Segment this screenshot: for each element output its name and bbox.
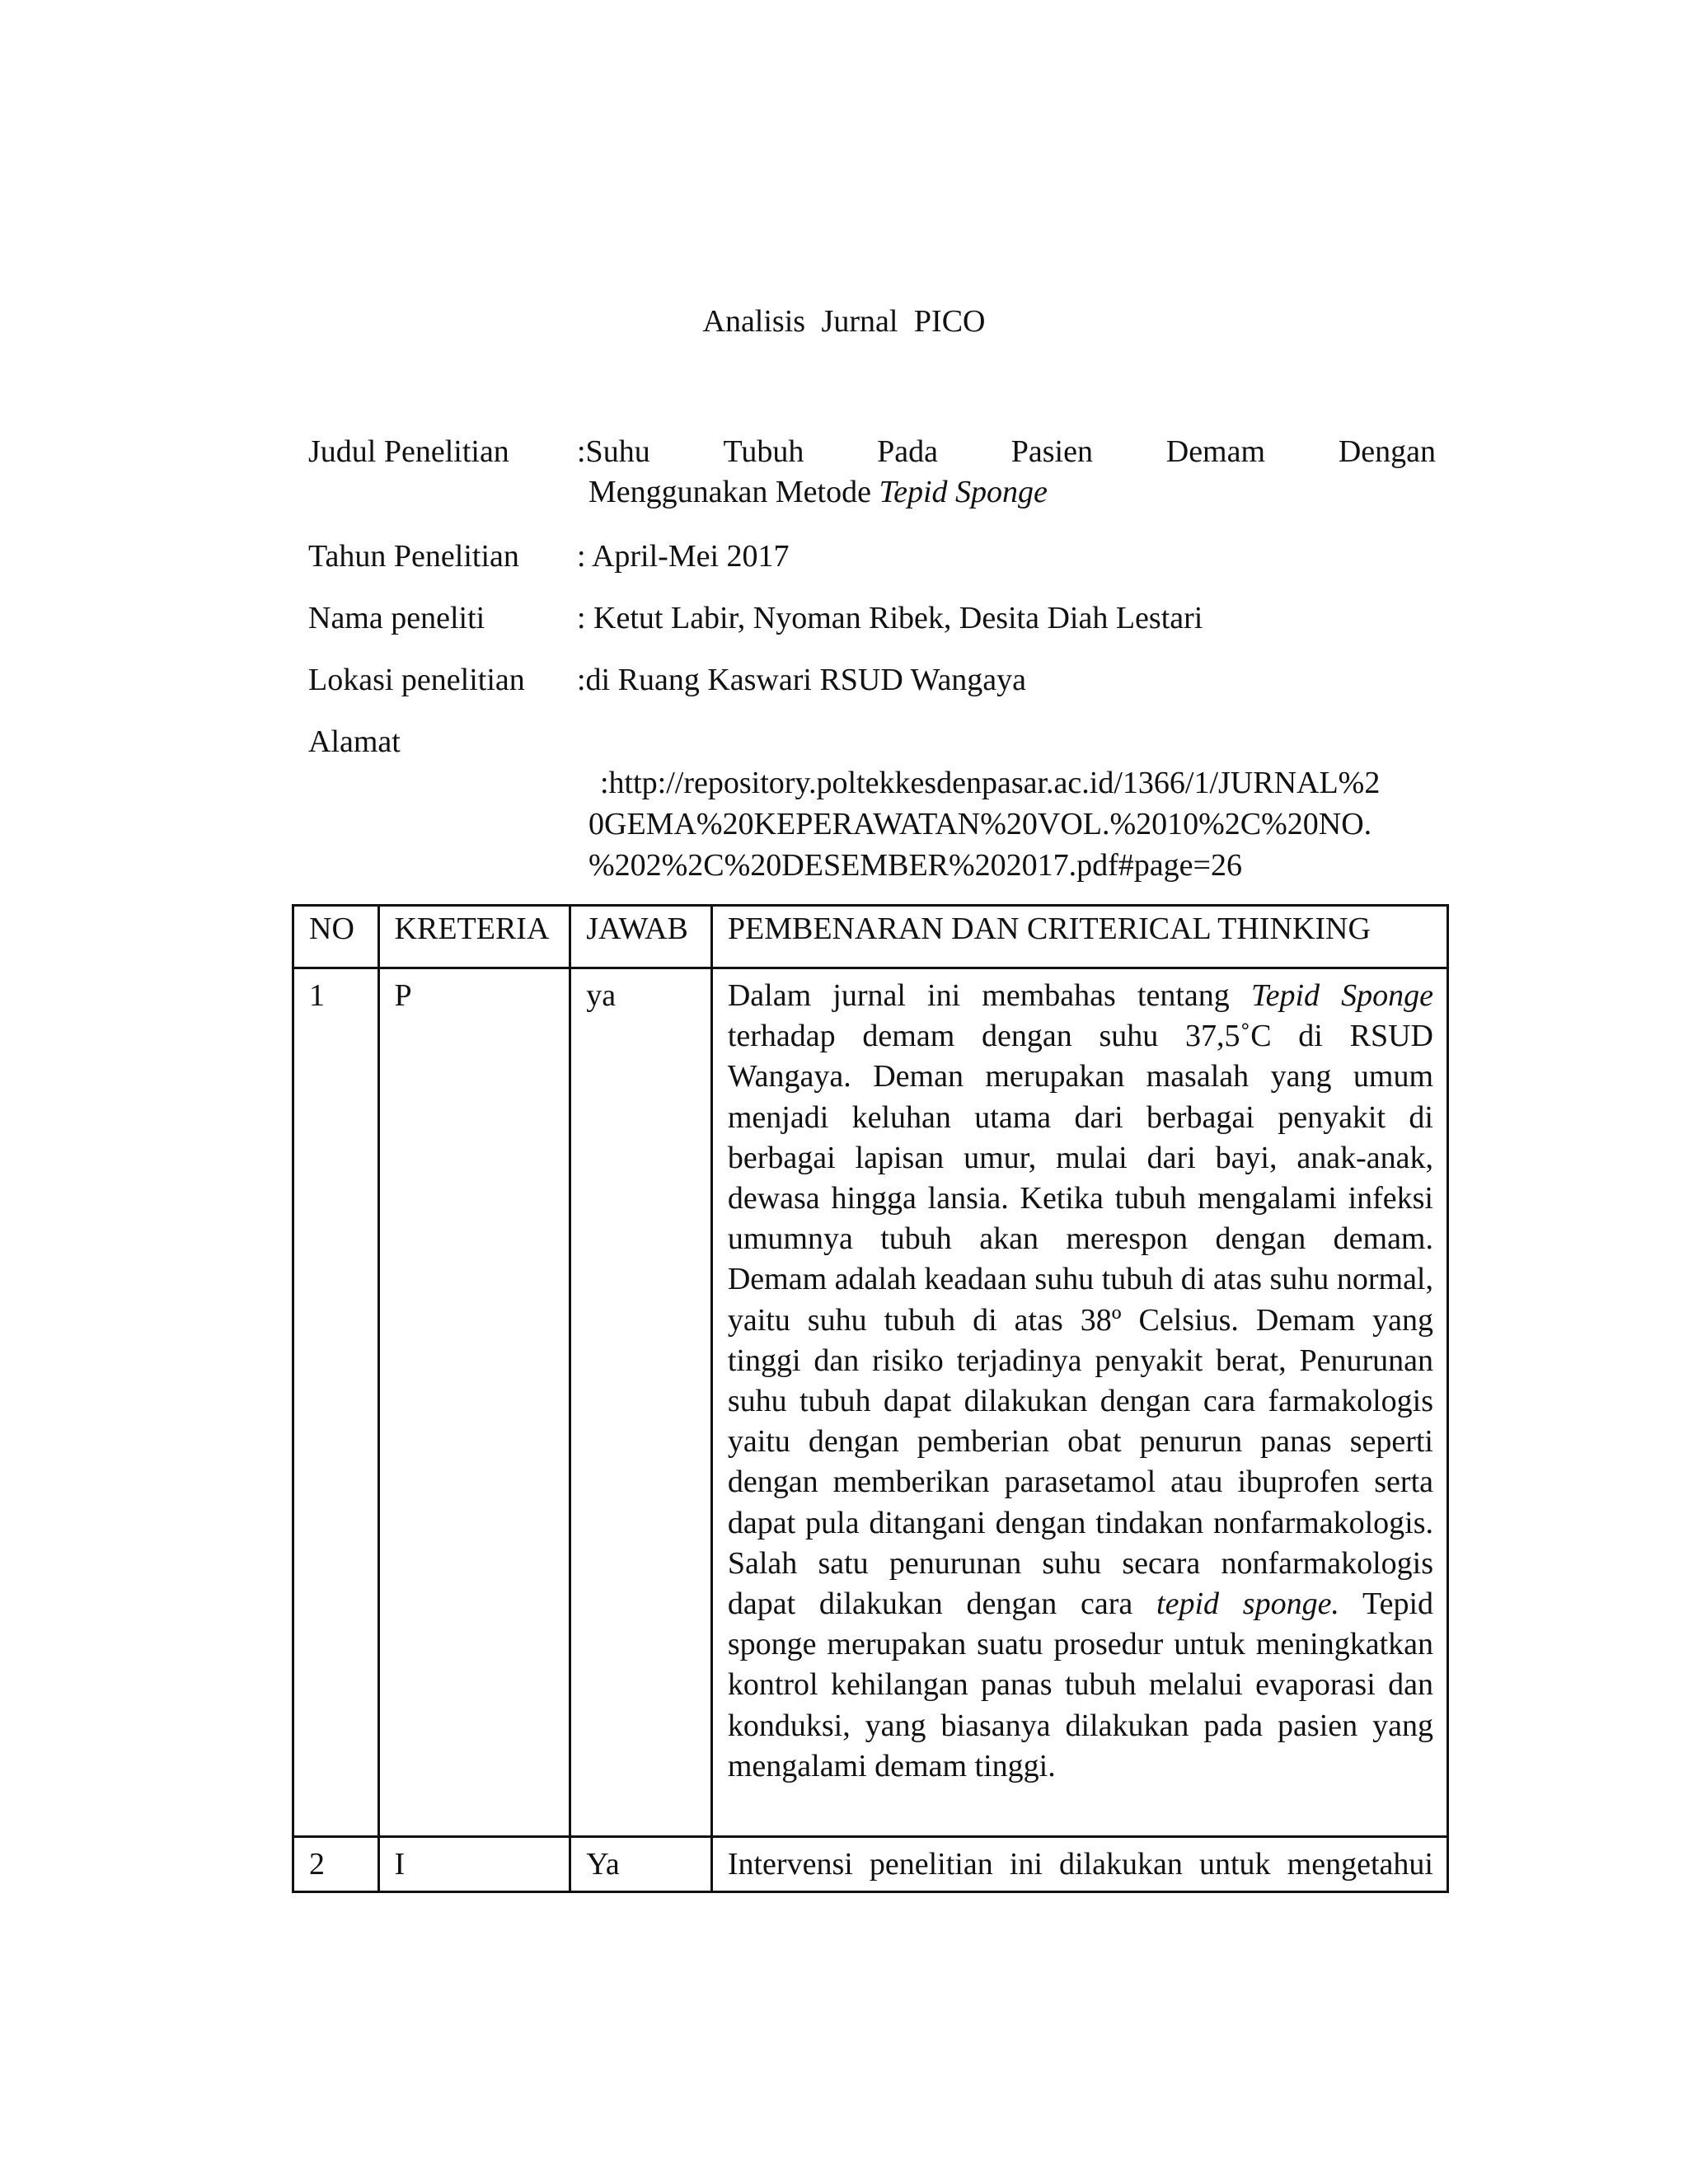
row-kriteria-cell	[378, 968, 570, 1837]
row-jawab: ya	[586, 978, 617, 1013]
nama-label: Nama peneliti	[308, 601, 485, 635]
header-pembenaran-text: PEMBENARAN DAN CRITERICAL THINKING	[727, 912, 1371, 946]
pembenaran-word: dilakukan	[1059, 1847, 1183, 1882]
judul-line2-text: Menggunakan Metode	[588, 475, 879, 509]
pembenaran-text: Dalam jurnal ini membahas tentang	[727, 978, 1251, 1013]
judul-word: Pada	[877, 434, 938, 469]
alamat-url-line: 0GEMA%20KEPERAWATAN%20VOL.%2010%2C%20NO.	[588, 807, 1372, 841]
pembenaran-word: mengetahui	[1287, 1847, 1433, 1882]
pembenaran-word: penelitian	[869, 1847, 993, 1882]
header-jawab	[570, 906, 712, 968]
row-no: 1	[309, 978, 325, 1013]
row-kriteria-cell	[378, 1837, 570, 1892]
judul-word: Tubuh	[723, 434, 804, 469]
row-pembenaran-cell	[711, 968, 1447, 1837]
document-title: Analisis Jurnal PICO	[702, 304, 986, 339]
row-pembenaran	[713, 1844, 1447, 1885]
lokasi-value: :di Ruang Kaswari RSUD Wangaya	[577, 663, 1027, 697]
row-no-cell	[293, 1837, 379, 1892]
judul-word: Dengan	[1338, 434, 1436, 469]
nama-value: : Ketut Labir, Nyoman Ribek, Desita Diah Lestari	[577, 601, 1203, 635]
row-jawab-cell	[570, 1837, 712, 1892]
judul-value-line2	[588, 471, 1048, 513]
pembenaran-text: Tepid sponge merupakan suatu prosedur untuk meningkatkan kontrol kehilangan panas tubuh melalui evaporasi dan konduksi, yang biasanya dilakukan pada pasien yang mengalami demam tinggi.	[727, 1586, 1433, 1783]
row-kriteria: I	[394, 1847, 406, 1882]
alamat-url-line: :http://repository.poltekkesdenpasar.ac.id/1366/1/JURNAL%2	[600, 766, 1381, 800]
judul-word: :Suhu	[577, 434, 650, 469]
row-jawab: Ya	[586, 1847, 620, 1882]
judul-word: Pasien	[1010, 434, 1093, 469]
header-kriteria-text: KRETERIA	[394, 912, 550, 946]
alamat-label: Alamat	[308, 724, 401, 759]
header-jawab-text: JAWAB	[586, 912, 688, 946]
table-row	[293, 968, 1448, 1837]
alamat-url	[588, 762, 1446, 886]
table-row	[293, 1837, 1448, 1892]
pembenaran-word: ini	[1009, 1847, 1043, 1882]
header-pembenaran	[711, 906, 1447, 968]
alamat-url-line: %202%2C%20DESEMBER%202017.pdf#page=26	[588, 848, 1242, 883]
pembenaran-word: untuk	[1199, 1847, 1271, 1882]
header-no	[293, 906, 379, 968]
table-header-row	[293, 906, 1448, 968]
row-no: 2	[309, 1847, 325, 1882]
tahun-value: : April-Mei 2017	[577, 539, 790, 574]
tahun-label: Tahun Penelitian	[308, 539, 519, 574]
header-no-text: NO	[309, 912, 354, 946]
pembenaran-text: terhadap demam dengan suhu 37,5˚C di RSUD Wangaya. Deman merupakan masalah yang umum menjadi keluhan utama dari berbagai penyakit di berbagai lapisan umur, mulai dari bayi, anak-anak, dewasa hingga lansia. Ketika tubuh mengalami infeksi umumnya tubuh akan merespon dengan demam. Demam adalah keadaan suhu tubuh di atas suhu normal, yaitu suhu tubuh di atas 38º Celsius. Demam yang tinggi dan risiko terjadinya penyakit berat, Penurunan suhu tubuh dapat dilakukan dengan cara farmakologis yaitu dengan pemberian obat penurun panas seperti dengan memberikan parasetamol atau ibuprofen serta dapat pula ditangani dengan tindakan nonfarmakologis. Salah satu penurunan suhu secara nonfarmakologis dapat dilakukan dengan cara	[727, 1019, 1433, 1622]
judul-label: Judul Penelitian	[308, 434, 509, 469]
lokasi-label: Lokasi penelitian	[308, 663, 525, 697]
pembenaran-word: Intervensi	[727, 1847, 853, 1882]
row-kriteria: P	[394, 978, 412, 1013]
row-jawab-cell	[570, 968, 712, 1837]
header-kriteria	[378, 906, 570, 968]
pembenaran-italic: Tepid Sponge	[1250, 978, 1434, 1013]
row-pembenaran	[713, 976, 1447, 1787]
judul-line2-italic: Tepid Sponge	[879, 475, 1048, 509]
judul-word: Demam	[1165, 434, 1266, 469]
pembenaran-italic: tepid sponge.	[1156, 1586, 1339, 1622]
judul-value-line1	[577, 431, 1436, 472]
row-pembenaran-cell	[711, 1837, 1447, 1892]
pico-table	[292, 904, 1449, 1893]
row-no-cell	[293, 968, 379, 1837]
